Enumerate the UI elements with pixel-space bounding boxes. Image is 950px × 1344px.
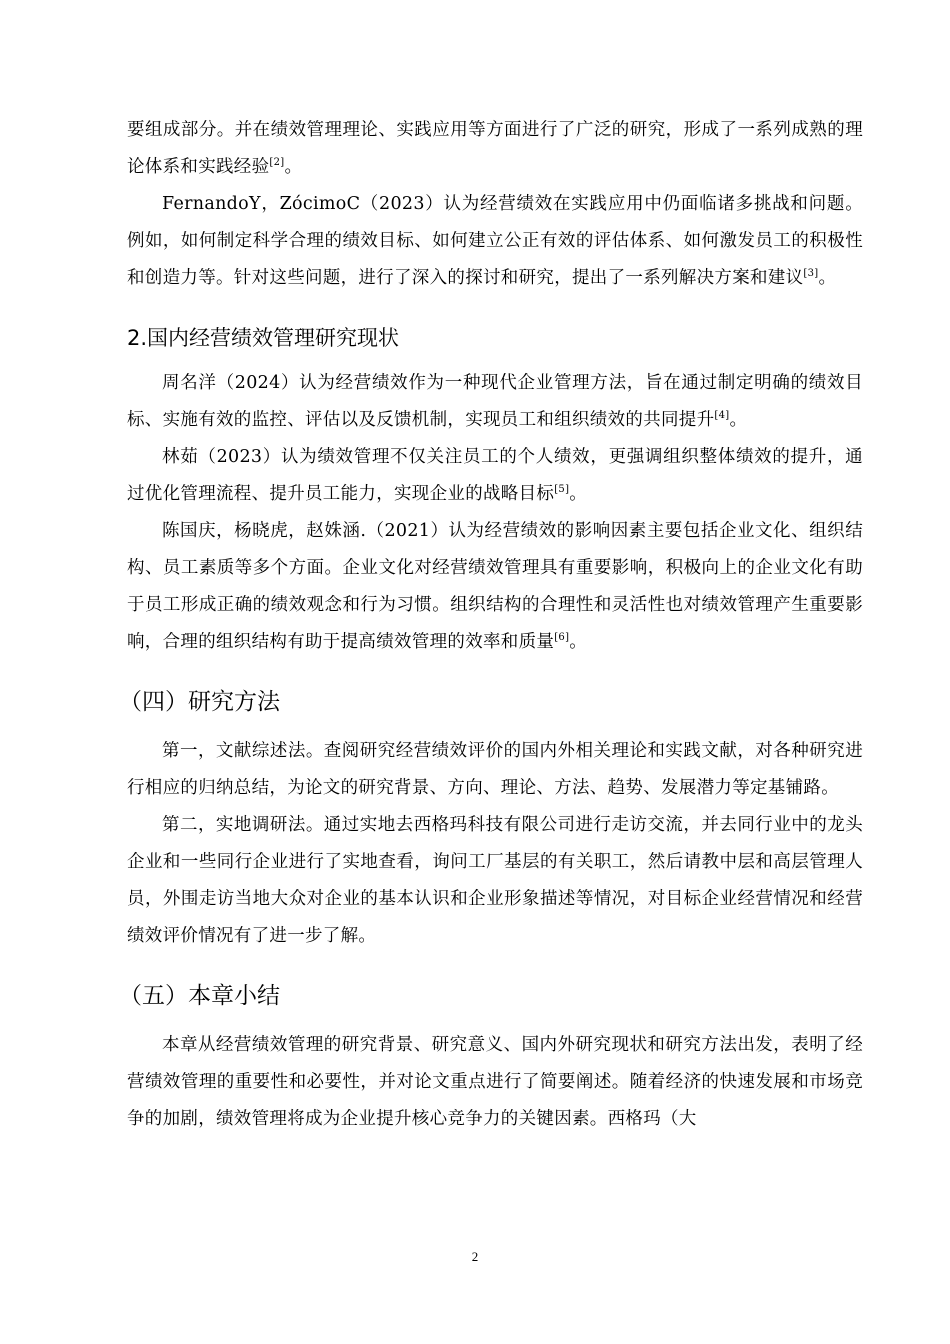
heading-chapter-summary: （五）本章小结	[119, 983, 280, 1009]
heading-domestic-research: 2.国内经营绩效管理研究现状	[127, 326, 400, 350]
citation-3: [3]	[803, 268, 819, 279]
paragraph-7: 第二，实地调研法。通过实地去西格玛科技有限公司进行走访交流，并去同行业中的龙头企业和一些同行企业进行了实地查看，询问工厂基层的有关职工，然后请教中层和高层管理人员，外围走访当地大众对企业的基本认识和企业形象描述等情况，对目标企业经营情况和经营绩效评价情况有了进一步了解。	[127, 815, 863, 946]
page-content	[119, 112, 863, 1138]
heading-research-methods: （四）研究方法	[119, 689, 280, 715]
citation-4: [4]	[714, 410, 730, 421]
paragraph-3: 周名洋（2024）认为经营绩效作为一种现代企业管理方法，旨在通过制定明确的绩效目标、实施有效的监控、评估以及反馈机制，实现员工和组织绩效的共同提升[4]。	[127, 373, 863, 430]
paragraph-8: 本章从经营绩效管理的研究背景、研究意义、国内外研究现状和研究方法出发，表明了经营绩效管理的重要性和必要性，并对论文重点进行了简要阐述。随着经济的快速发展和市场竞争的加剧，绩效管理将成为企业提升核心竞争力的关键因素。西格玛（大	[127, 1035, 863, 1129]
paragraph-6: 第一，文献综述法。查阅研究经营绩效评价的国内外相关理论和实践文献，对各种研究进行相应的归纳总结，为论文的研究背景、方向、理论、方法、趋势、发展潜力等定基铺路。	[127, 741, 863, 798]
citation-5: [5]	[554, 484, 570, 495]
paragraph-2: FernandoY，ZócimoC（2023）认为经营绩效在实践应用中仍面临诸多挑战和问题。例如，如何制定科学合理的绩效目标、如何建立公正有效的评估体系、如何激发员工的积极性和创造力等。针对这些问题，进行了深入的探讨和研究，提出了一系列解决方案和建议[3]。	[127, 194, 863, 288]
page-number: 2	[471, 1249, 479, 1264]
paragraph-1: 要组成部分。并在绩效管理理论、实践应用等方面进行了广泛的研究，形成了一系列成熟的理论体系和实践经验[2]。	[127, 120, 863, 177]
paragraph-5: 陈国庆，杨晓虎，赵姝涵.（2021）认为经营绩效的影响因素主要包括企业文化、组织结构、员工素质等多个方面。企业文化对经营绩效管理具有重要影响，积极向上的企业文化有助于员工形成正确的绩效观念和行为习惯。组织结构的合理性和灵活性也对绩效管理产生重要影响，合理的组织结构有助于提高绩效管理的效率和质量[6]。	[127, 521, 863, 652]
citation-6: [6]	[554, 632, 570, 643]
paragraph-4: 林茹（2023）认为绩效管理不仅关注员工的个人绩效，更强调组织整体绩效的提升，通过优化管理流程、提升员工能力，实现企业的战略目标[5]。	[127, 447, 863, 504]
citation-2: [2]	[269, 157, 285, 168]
